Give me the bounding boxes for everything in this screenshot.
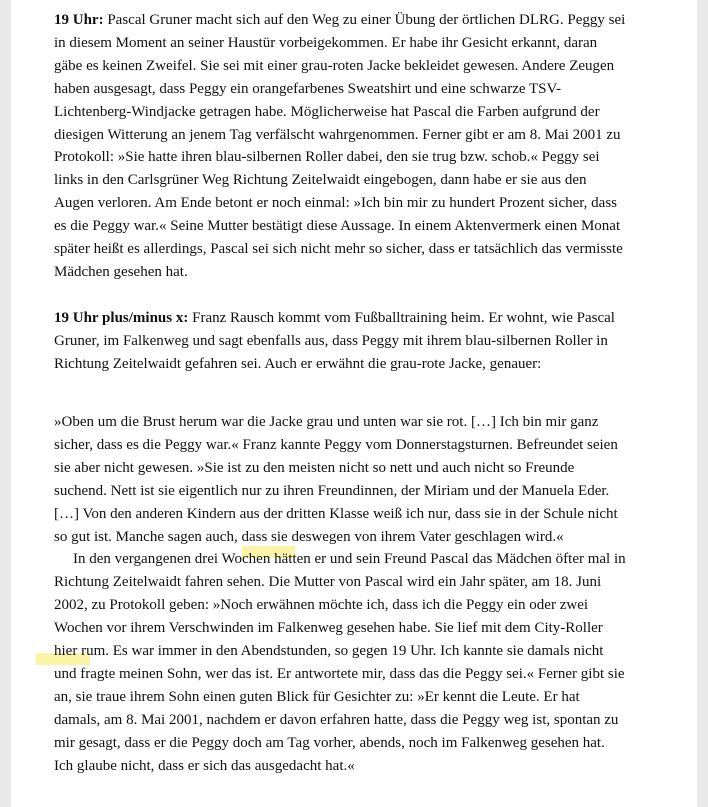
paragraph-text: Pascal Gruner macht sich auf den Weg zu einer Übung der örtlichen DLRG. Peggy sei in diesem Moment an seiner Haustür vorbeigekommen. Er habe ihr Gesicht erkannt, daran gäbe es keinen Zweifel. Sie sei mit einer grau-roten Jacke bekleidet gewesen. Andere Zeugen haben ausgesagt, dass Peggy ein orangefarbenes Sweatshirt und eine schwarze TSV-Lichtenberg-Windjacke getragen habe. Möglicherweise hat Pascal die Farben aufgrund der diesigen Witterung an jenem Tag verfälscht wahrgenommen. Ferner gibt er am 8. Mai 2001 zu Protokoll: »Sie hatte ihren blau-silbernen Roller dabei, den sie trug bzw. schob.« Peggy sei links in den Carlsgrüner Weg Richtung Zeitelwaidt eingebogen, dann habe er sie aus den Augen verloren. Am Ende betont er noch einmal: »Ich bin mir zu hundert Prozent sicher, dass es die Peggy war.« Seine Mutter bestätigt diese Aussage. In einem Aktenvermerk einen Monat später heißt es allerdings, Pascal sei sich nicht mehr so sicher, dass er tatsächlich das vermisste Mädchen gesehen hat. xyxy=(54,12,626,280)
text-block-3 xyxy=(54,411,626,778)
text-block-1 xyxy=(54,9,626,284)
paragraph-19-uhr xyxy=(54,9,626,284)
text-block-2 xyxy=(54,307,626,376)
paragraph-lead: 19 Uhr: xyxy=(54,12,104,28)
paragraph-quote-franz: »Oben um die Brust herum war die Jacke grau und unten war sie rot. […] Ich bin mir ganz sicher, dass es die Peggy war.« Franz kannte Peggy vom Donnerstagsturnen. Befreundet seien sie aber nicht gewesen. »Sie ist zu den meisten nicht so nett und auch nicht so Freunde suchend. Nett ist sie eigentlich nur zu ihren Freundinnen, der Miriam und der Manuela Eder. […] Von den anderen Kindern aus der dritten Klasse weiß ich nur, dass sie in der Schule nicht so gut ist. Manche sagen auch, dass sie deswegen von ihrem Vater geschlagen wird.« xyxy=(54,414,618,545)
paragraph-lead: 19 Uhr plus/minus x: xyxy=(54,310,189,326)
paragraph-19-uhr-plus-minus xyxy=(54,307,626,376)
paragraph-mutter-pascal: In den vergangenen drei Wochen hätten er und sein Freund Pascal das Mädchen öfter mal in Richtung Zeitelwaidt fahren sehen. Die Mutter von Pascal wird ein Jahr später, am 18. Juni 2002, zu Protokoll geben: »Noch erwähnen möchte ich, dass ich die Peggy ein oder zwei Wochen vor ihrem Verschwinden im Falkenweg gesehen habe. Sie lief mit dem City-Roller hier rum. Es war immer in den Abendstunden, so gegen 19 Uhr. Ich kannte sie damals nicht und fragte meinen Sohn, wer das ist. Er antwortete mir, dass das die Peggy sei.« Ferner gibt sie an, sie traue ihrem Sohn einen guten Blick für Gesichter zu: »Er kennt die Leute. Er hat damals, am 8. Mai 2001, nachdem er davon erfahren hatte, dass die Peggy weg ist, spontan zu mir gesagt, dass er die Peggy doch am Tag vorher, abends, noch im Falkenweg gesehen hat. Ich glaube nicht, dass er sich das ausgedacht hat.« xyxy=(54,551,626,774)
paragraph-text: Franz Rausch kommt vom Fußballtraining heim. Er wohnt, wie Pascal Gruner, im Falkenweg und sagt ebenfalls aus, dass Peggy mit ihrem blau-silbernen Roller in Richtung Zeitelwaidt gefahren sei. Auch er erwähnt die grau-rote Jacke, genauer: xyxy=(54,310,615,372)
